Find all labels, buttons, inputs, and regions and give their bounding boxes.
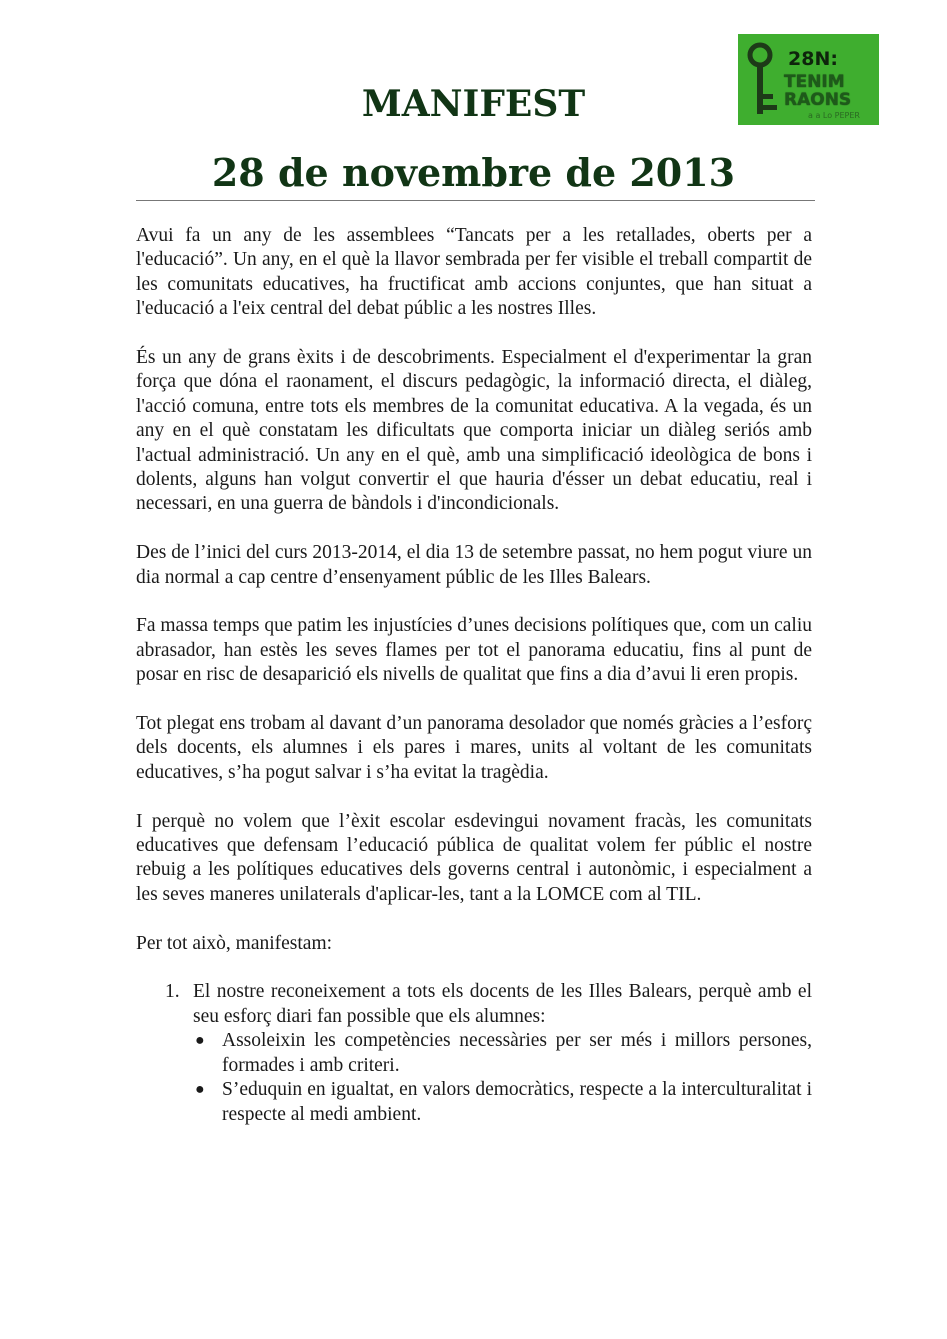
logo-text-28n: 28N:: [788, 48, 838, 70]
paragraph-5: Tot plegat ens trobam al davant d’un panorama desolador que només gràcies a l’esforç dels docents, els alumnes i els pares i mares, units al voltant de les comunitats educatives, s’ha pogut salvar i s’ha evitat la tragèdia.: [136, 713, 812, 783]
bullet-icon: ●: [195, 1081, 205, 1099]
document-date: 28 de novembre de 2013: [211, 150, 736, 195]
list-item: [165, 980, 812, 1126]
paragraph-7: Per tot això, manifestam:: [136, 932, 333, 954]
sub-list-item: [195, 1029, 812, 1078]
paragraph-3: Des de l’inici del curs 2013-2014, el dia 13 de setembre passat, no hem pogut viure un dia normal a cap centre d’ensenyament públic de les Illes Balears.: [136, 542, 812, 588]
sub-list-item-text: Assoleixin les competències necessàries per ser més i millors persones, formades i amb criteri.: [222, 1030, 812, 1076]
paragraph-2: És un any de grans èxits i de descobriments. Especialment el d'experimentar la gran força que dóna el raonament, el discurs pedagògic, la informació directa, el diàleg, l'acció comuna, entre tots els membres de la comunitat educativa. A la vegada, és un any en el què constatam les dificultats que comporta iniciar un diàleg seriós amb l'actual administració. Un any en el què, amb una simplificació ideològica de bons i dolents, alguns han volgut convertir el que hauria d'ésser un debat educatiu, real i necessari, en una guerra de bàndols i d'incondicionals.: [136, 347, 812, 515]
logo-text-raons: RAONS: [784, 90, 852, 110]
logo-text-small: a a Lo PEPER: [808, 111, 860, 120]
list-item-text: El nostre reconeixement a tots els docents de les Illes Balears, perquè amb el seu esforç diari fan possible que els alumnes:: [193, 981, 812, 1027]
logo-text-tenim: TENIM: [784, 72, 845, 92]
title-divider: [136, 200, 815, 201]
sub-list: [193, 1029, 812, 1127]
paragraph-6: I perquè no volem que l’èxit escolar esdevingui novament fracàs, les comunitats educatives que defensam l’educació pública de qualitat volem fer públic el nostre rebuig a les polítiques educatives dels governs central i autonòmic, i especialment a les seves maneres unilaterals d'aplicar-les, tant a la LOMCE com al TIL.: [136, 810, 812, 905]
manifest-list: [136, 980, 812, 1126]
list-number: 1.: [165, 981, 180, 1003]
paragraph-4: Fa massa temps que patim les injustícies d’unes decisions polítiques que, com un caliu abrasador, han estès les seves flames per tot el panorama educatiu, fins al punt de posar en risc de desaparició els nivells de qualitat que fins a dia d’avui li eren propis.: [136, 615, 812, 686]
sub-list-item: [195, 1078, 812, 1127]
sub-list-item-text: S’eduquin en igualtat, en valors democràtics, respecte a la interculturalitat i respecte al medi ambient.: [222, 1079, 812, 1125]
manifest-body: [136, 224, 812, 1127]
bullet-icon: ●: [195, 1032, 205, 1050]
document-title: MANIFEST: [361, 83, 586, 125]
paragraph-1: Avui fa un any de les assemblees “Tancats per a les retallades, oberts per a l'educació”. Un any, en el què la llavor sembrada per fer visible el treball compartit de les comunitats educatives, ha fructificat amb accions conjuntes, que han situat a l'educació a l'eix central del debat públic a les nostres Illes.: [136, 225, 812, 320]
